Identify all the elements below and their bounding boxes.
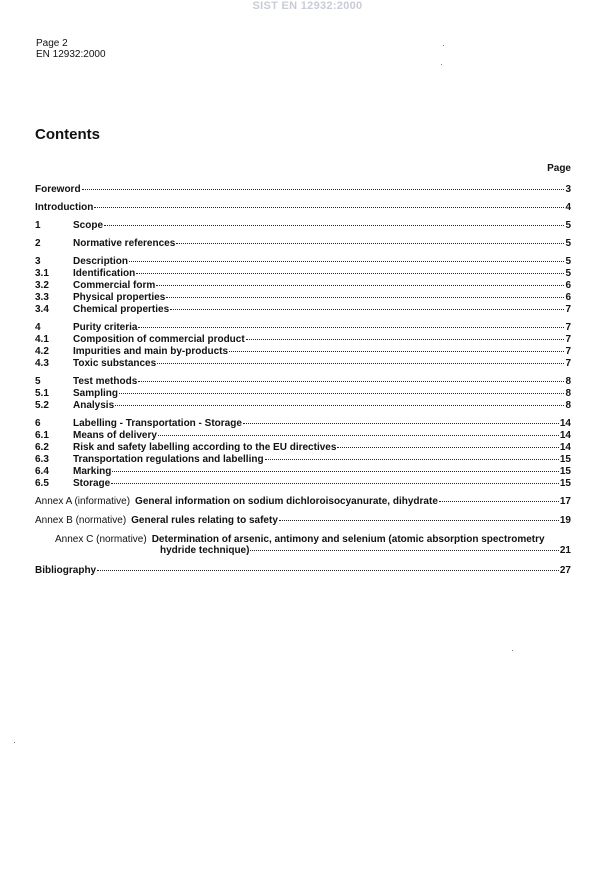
toc-entry-number: 4 xyxy=(35,322,41,333)
toc-entry-page: 5 xyxy=(565,238,571,249)
toc-entry-title: Scope xyxy=(73,220,104,231)
toc-entry-title: Foreword xyxy=(35,184,81,195)
toc-entry-page: 7 xyxy=(565,304,571,315)
toc-entry-page: 15 xyxy=(559,454,571,465)
toc-entry-page: 6 xyxy=(565,292,571,303)
toc-entry-page: 8 xyxy=(565,400,571,411)
leader-dots xyxy=(82,189,565,190)
scan-speck xyxy=(14,742,15,743)
leader-dots xyxy=(97,570,559,571)
toc-entry-number: 5.2 xyxy=(35,400,49,411)
toc-entry-page: 7 xyxy=(565,334,571,345)
toc-entry-page: 3 xyxy=(565,184,571,195)
toc-entry[interactable] xyxy=(35,304,571,315)
scan-speck xyxy=(512,650,513,651)
toc-entry[interactable] xyxy=(35,184,571,195)
leader-dots xyxy=(136,273,564,274)
toc-entry[interactable] xyxy=(35,478,571,489)
toc-entry-title: Test methods xyxy=(73,376,138,387)
toc-entry-number: 3.3 xyxy=(35,292,49,303)
toc-entry[interactable] xyxy=(35,346,571,357)
toc-entry[interactable] xyxy=(35,466,571,477)
toc-entry-number: 4.3 xyxy=(35,358,49,369)
toc-entry-title: Transportation regulations and labelling xyxy=(73,454,264,465)
toc-entry-title: Description xyxy=(73,256,129,267)
toc-entry-number: 6.2 xyxy=(35,442,49,453)
toc-entry-title: Storage xyxy=(73,478,111,489)
toc-entry-title: Normative references xyxy=(73,238,176,249)
toc-entry-page: 5 xyxy=(565,220,571,231)
toc-entry-page: 14 xyxy=(559,442,571,453)
toc-entry-title: Sampling xyxy=(73,388,119,399)
toc-entry-title: Risk and safety labelling according to the EU directives xyxy=(73,442,337,453)
toc-entry[interactable] xyxy=(35,442,571,453)
toc-entry[interactable] xyxy=(35,334,571,345)
annex-label: Annex A (informative) xyxy=(35,496,131,507)
toc-entry-number: 5.1 xyxy=(35,388,49,399)
toc-entry-page: 27 xyxy=(559,565,571,576)
leader-dots xyxy=(265,459,559,460)
toc-entry-number: 6.1 xyxy=(35,430,49,441)
toc-entry-title: Purity criteria xyxy=(73,322,138,333)
toc-entry-title: Impurities and main by-products xyxy=(73,346,229,357)
toc-entry[interactable] xyxy=(35,268,571,279)
toc-entry-number: 3.2 xyxy=(35,280,49,291)
page-header xyxy=(36,38,106,60)
toc-entry-number: 3.1 xyxy=(35,268,49,279)
annex-page: 19 xyxy=(559,515,571,526)
toc-entry-number: 3.4 xyxy=(35,304,49,315)
toc-entry[interactable] xyxy=(35,220,571,231)
leader-dots xyxy=(158,435,559,436)
annex-label: Annex C (normative) xyxy=(55,534,147,545)
toc-entry-title: Marking xyxy=(73,466,112,477)
toc-entry-page: 15 xyxy=(559,478,571,489)
toc-entry-number: 3 xyxy=(35,256,41,267)
toc-entry-number: 4.2 xyxy=(35,346,49,357)
leader-dots xyxy=(157,363,564,364)
leader-dots xyxy=(250,550,558,551)
leader-dots xyxy=(119,393,564,394)
standard-number: EN 12932:2000 xyxy=(36,49,106,60)
annex-page: 17 xyxy=(559,496,571,507)
toc-entry-page: 14 xyxy=(559,418,571,429)
toc-entry-page: 7 xyxy=(565,322,571,333)
toc-entry-title: Toxic substances xyxy=(73,358,157,369)
toc-entry-number: 5 xyxy=(35,376,41,387)
leader-dots xyxy=(166,297,564,298)
leader-dots xyxy=(104,225,564,226)
toc-entry-page: 7 xyxy=(565,346,571,357)
toc-entry-page: 4 xyxy=(565,202,571,213)
toc-entry-bibliography[interactable] xyxy=(35,565,571,576)
toc-entry-title: Introduction xyxy=(35,202,94,213)
leader-dots xyxy=(156,285,564,286)
toc-entry-number: 6.3 xyxy=(35,454,49,465)
toc-entry-page: 15 xyxy=(559,466,571,477)
leader-dots xyxy=(94,207,564,208)
leader-dots xyxy=(111,483,559,484)
toc-entry-number: 6.4 xyxy=(35,466,49,477)
toc-entry-page: 8 xyxy=(565,388,571,399)
toc-entry-annex-a[interactable] xyxy=(35,496,571,507)
leader-dots xyxy=(129,261,564,262)
leader-dots xyxy=(279,520,559,521)
toc-entry-title: Physical properties xyxy=(73,292,166,303)
scan-speck xyxy=(441,64,442,65)
annex-title: General information on sodium dichloroisocyanurate, dihydrate xyxy=(135,496,438,507)
toc-entry[interactable] xyxy=(35,280,571,291)
leader-dots xyxy=(337,447,558,448)
watermark: SIST EN 12932:2000 xyxy=(252,0,363,12)
leader-dots xyxy=(439,501,559,502)
leader-dots xyxy=(138,327,564,328)
leader-dots xyxy=(246,339,565,340)
toc-entry[interactable] xyxy=(35,400,571,411)
toc-entry[interactable] xyxy=(35,454,571,465)
toc-entry[interactable] xyxy=(35,376,571,387)
toc-entry[interactable] xyxy=(35,238,571,249)
toc-entry-number: 1 xyxy=(35,220,41,231)
toc-entry-title: Means of delivery xyxy=(73,430,157,441)
toc-entry[interactable] xyxy=(35,202,571,213)
toc-entry-page: 7 xyxy=(565,358,571,369)
leader-dots xyxy=(112,471,559,472)
toc-entry-page: 8 xyxy=(565,376,571,387)
leader-dots xyxy=(243,423,559,424)
toc-entry[interactable] xyxy=(35,256,571,267)
page-column-label: Page xyxy=(547,163,571,174)
leader-dots xyxy=(115,405,564,406)
toc-entry-title: Chemical properties xyxy=(73,304,170,315)
page-number: Page 2 xyxy=(36,38,68,49)
toc-entry-page: 5 xyxy=(565,268,571,279)
toc-entry-page: 5 xyxy=(565,256,571,267)
toc-entry-page: 14 xyxy=(559,430,571,441)
toc-entry[interactable] xyxy=(35,322,571,333)
leader-dots xyxy=(176,243,564,244)
toc-entry[interactable] xyxy=(35,358,571,369)
toc-entry[interactable] xyxy=(35,418,571,429)
annex-title: General rules relating to safety xyxy=(131,515,278,526)
annex-label: Annex B (normative) xyxy=(35,515,127,526)
leader-dots xyxy=(229,351,564,352)
toc-entry[interactable] xyxy=(35,292,571,303)
leader-dots xyxy=(170,309,564,310)
annex-page: 21 xyxy=(559,545,571,556)
toc-entry-annex-c[interactable] xyxy=(55,534,571,556)
toc-entry-number: 4.1 xyxy=(35,334,49,345)
scan-speck xyxy=(443,45,444,46)
toc-entry-title: Labelling - Transportation - Storage xyxy=(73,418,242,429)
contents-heading: Contents xyxy=(35,126,100,143)
toc-entry-title: Composition of commercial product xyxy=(73,334,245,345)
toc-entry-title: Identification xyxy=(73,268,136,279)
annex-title-line2: hydride technique) xyxy=(160,545,250,556)
toc-entry-annex-b[interactable] xyxy=(35,515,571,526)
toc-entry-page: 6 xyxy=(565,280,571,291)
toc-entry[interactable] xyxy=(35,430,571,441)
toc-entry-number: 6.5 xyxy=(35,478,49,489)
toc-entry-title: Analysis xyxy=(73,400,115,411)
toc-entry-number: 6 xyxy=(35,418,41,429)
annex-title-line1: Determination of arsenic, antimony and selenium (atomic absorption spectrometry xyxy=(151,534,545,545)
toc-entry[interactable] xyxy=(35,388,571,399)
toc-entry-number: 2 xyxy=(35,238,41,249)
toc-entry-title: Bibliography xyxy=(35,565,97,576)
leader-dots xyxy=(138,381,564,382)
toc-entry-title: Commercial form xyxy=(73,280,156,291)
